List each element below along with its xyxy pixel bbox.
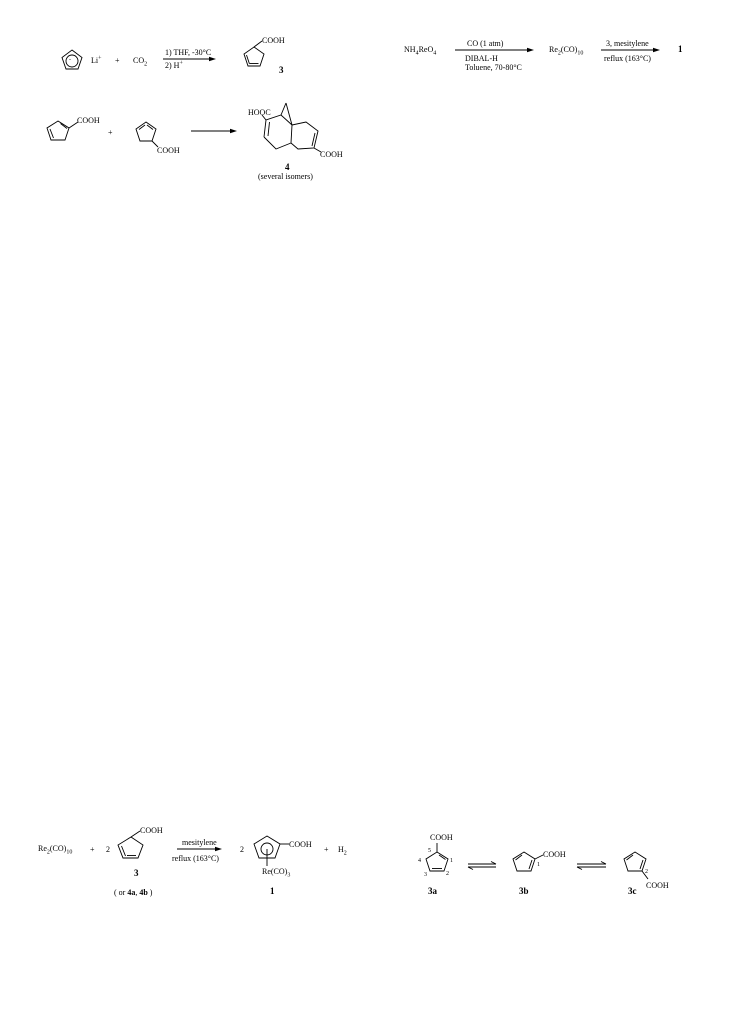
compound1-label: 1 [678,44,683,54]
alternative-reactants-note [114,888,152,897]
reactantB-ring [136,122,156,141]
tautomer3b-cooh-label: COOH [543,850,566,859]
product1-rhenium-tricarbonyl-label [262,867,291,879]
ammonium-perrhenate-label [404,45,437,57]
scheme4-re2co10-label [38,844,73,856]
scheme4-compound3-label: 3 [134,868,139,878]
condition1-label: 1) THF, -30°C [165,48,212,57]
scheme4-reactant-cooh-label: COOH [140,826,163,835]
product3-cooh-label: COOH [262,36,285,45]
scheme4-mesitylene-label: mesitylene [182,838,217,847]
rec-text: Re(CO) [262,867,288,876]
product3-cooh-bond [254,41,262,47]
co2-label [133,56,148,68]
arrow4-head [230,129,237,133]
isomers-note: (several isomers) [258,172,313,181]
inter-sub-b: 10 [577,50,584,57]
h2-sub: 2 [343,850,347,857]
aromatic-circle [66,55,78,67]
dimer-bridge-a [281,103,286,115]
position1-label: 1 [450,858,453,864]
tautomer3b-label: 3b [519,886,529,896]
tautomer3c-label: 3c [628,886,637,896]
mesitylene-label: 3, mesitylene [606,39,649,48]
tautomer3c-double-a [640,860,643,869]
scheme4-re-sub-b: 10 [66,849,73,856]
tautomer3c-position2-label: 2 [645,869,648,875]
reagent-text-b: ReO [418,45,434,54]
position4-label: 4 [418,858,421,864]
alt-sep: , [135,888,140,897]
scheme3-plus-sign: + [108,128,113,137]
alt-4b: 4b [139,888,148,897]
condition2-label [165,61,183,70]
reactantB-double-a [139,125,145,130]
lithium-label [91,56,102,65]
compound4-label: 4 [285,162,290,172]
reactantB-double-b [147,125,153,130]
tautomer3c-cooh-label: COOH [646,881,669,890]
co2-subscript: 2 [144,61,148,68]
position3-label: 3 [424,872,427,878]
condition2-superscript: + [179,60,183,67]
co2-text: CO [133,56,145,65]
h2-text: H [338,845,344,854]
inter-text-a: Re [549,45,558,54]
hydrogen-label [338,845,347,857]
toluene-temp-label: Toluene, 70-80°C [465,63,522,72]
tautomer3b-position1-label: 1 [537,862,540,868]
tautomer3b-cooh-bond [535,855,543,859]
scheme4-product-coefficient: 2 [240,845,244,854]
reagent-text-a: NH [404,45,416,54]
alt-open: ( or [114,888,128,897]
alt-4a: 4a [127,888,136,897]
dimer-hooc-label: HOOC [248,108,271,117]
scheme5-graphics [426,843,648,879]
inter-text-b: (CO) [560,45,578,54]
alt-close: ) [147,888,153,897]
scheme4-plus-sign-2: + [324,845,329,854]
co-pressure-label: CO (1 atm) [467,39,504,48]
scheme3-graphics [47,103,321,152]
scheme4-coefficient: 2 [106,845,110,854]
anion-charge: - [69,57,71,63]
position5-label: 5 [428,848,431,854]
tautomer3b-double-a [529,860,532,869]
product1-cooh-label: COOH [289,840,312,849]
scheme4-compound1-label: 1 [270,886,275,896]
compound3-label: 3 [279,65,284,75]
lithium-charge: + [98,55,102,62]
cyclopentadienide-ring [62,50,82,69]
scheme4-re-text-b: (CO) [49,844,67,853]
reagent-sub-a: 4 [415,50,419,57]
scheme4-re-text-a: Re [38,844,47,853]
position2-label: 2 [446,871,449,877]
reflux-label: reflux (163°C) [604,54,651,63]
scheme4-re-sub-a: 2 [46,849,50,856]
tautomer3a-cooh-label: COOH [430,833,453,842]
rec-sub: 3 [287,872,291,879]
arrow2-head [527,48,534,52]
dimer-cooh-label: COOH [320,150,343,159]
reactantA-cooh-label: COOH [77,116,100,125]
arrow5-head [215,847,222,851]
dimer-right-ring [291,122,318,149]
reactantB-cooh-label: COOH [157,146,180,155]
lithium-symbol: Li [91,56,99,65]
tautomer3a-label: 3a [428,886,437,896]
inter-sub-a: 2 [557,50,561,57]
scheme4-reflux-label: reflux (163°C) [172,854,219,863]
reactantA-double-a [50,129,54,138]
dibal-label: DIBAL-H [465,54,498,63]
arrow1-head [209,57,216,61]
dimer-left-double [268,122,270,136]
scheme4-plus-sign: + [90,845,95,854]
condition2-text: 2) H [165,61,180,70]
plus-sign: + [115,56,120,65]
arrow3-head [653,48,660,52]
dirhenium-decacarbonyl-label [549,45,584,57]
reagent-sub-b: 4 [433,50,437,57]
scheme4-reactant-cooh-bond [131,831,140,837]
